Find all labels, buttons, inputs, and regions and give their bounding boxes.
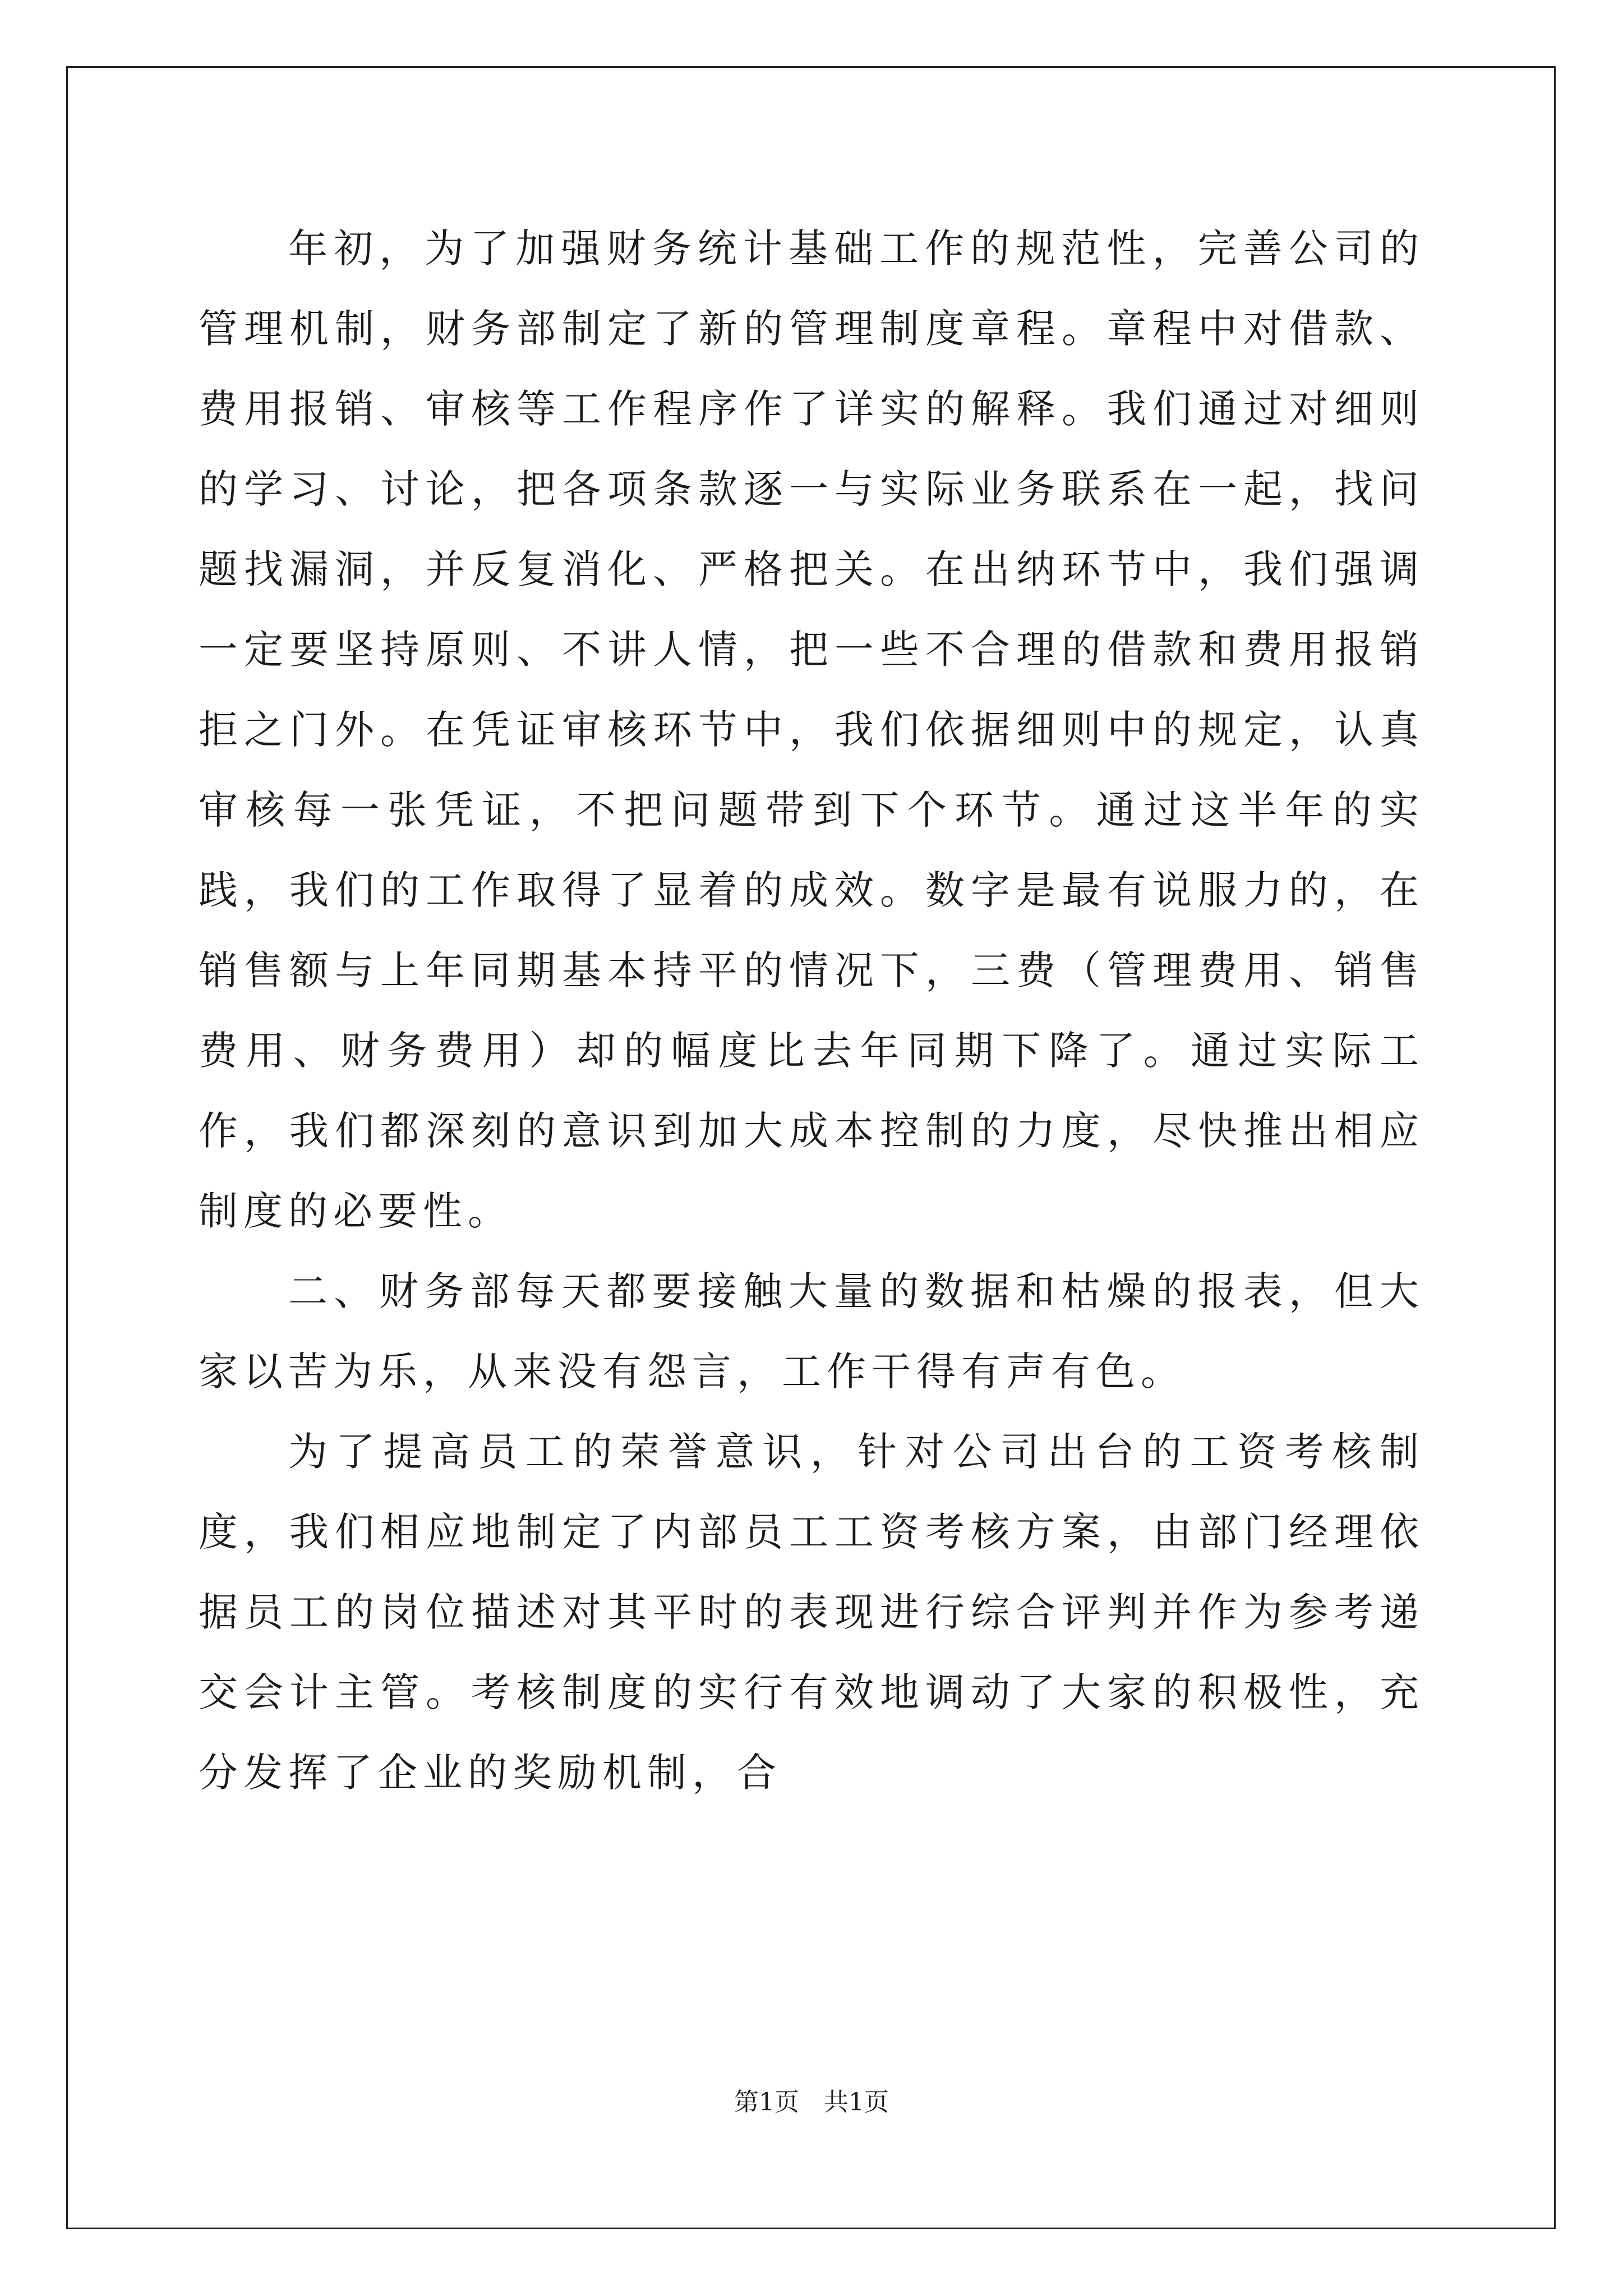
- paragraph-2: 二、财务部每天都要接触大量的数据和枯燥的报表，但大家以苦为乐，从来没有怨言，工作干得有声有色。: [199, 1268, 1424, 1395]
- paragraph-3: 为了提高员工的荣誉意识，针对公司出台的工资考核制度，我们相应地制定了内部员工工资考核方案，由部门经理依据员工的岗位描述对其平时的表现进行综合评判并作为参考递交会计主管。考核制度的实行有效地调动了大家的积极性，充分发挥了企业的奖励机制，合: [199, 1429, 1424, 1796]
- page-footer: 第1页 共1页: [734, 2088, 889, 2116]
- document-body: [199, 209, 1424, 1813]
- paragraph-1: 年初，为了加强财务统计基础工作的规范性，完善公司的管理机制，财务部制定了新的管理制度章程。章程中对借款、费用报销、审核等工作程序作了详实的解释。我们通过对细则的学习、讨论，把各项条款逐一与实际业务联系在一起，找问题找漏洞，并反复消化、严格把关。在出纳环节中，我们强调一定要坚持原则、不讲人情，把一些不合理的借款和费用报销拒之门外。在凭证审核环节中，我们依据细则中的规定，认真审核每一张凭证，不把问题带到下个环节。通过这半年的实践，我们的工作取得了显着的成效。数字是最有说服力的，在销售额与上年同期基本持平的情况下，三费（管理费用、销售费用、财务费用）却的幅度比去年同期下降了。通过实际工作，我们都深刻的意识到加大成本控制的力度，尽快推出相应制度的必要性。: [199, 226, 1424, 1234]
